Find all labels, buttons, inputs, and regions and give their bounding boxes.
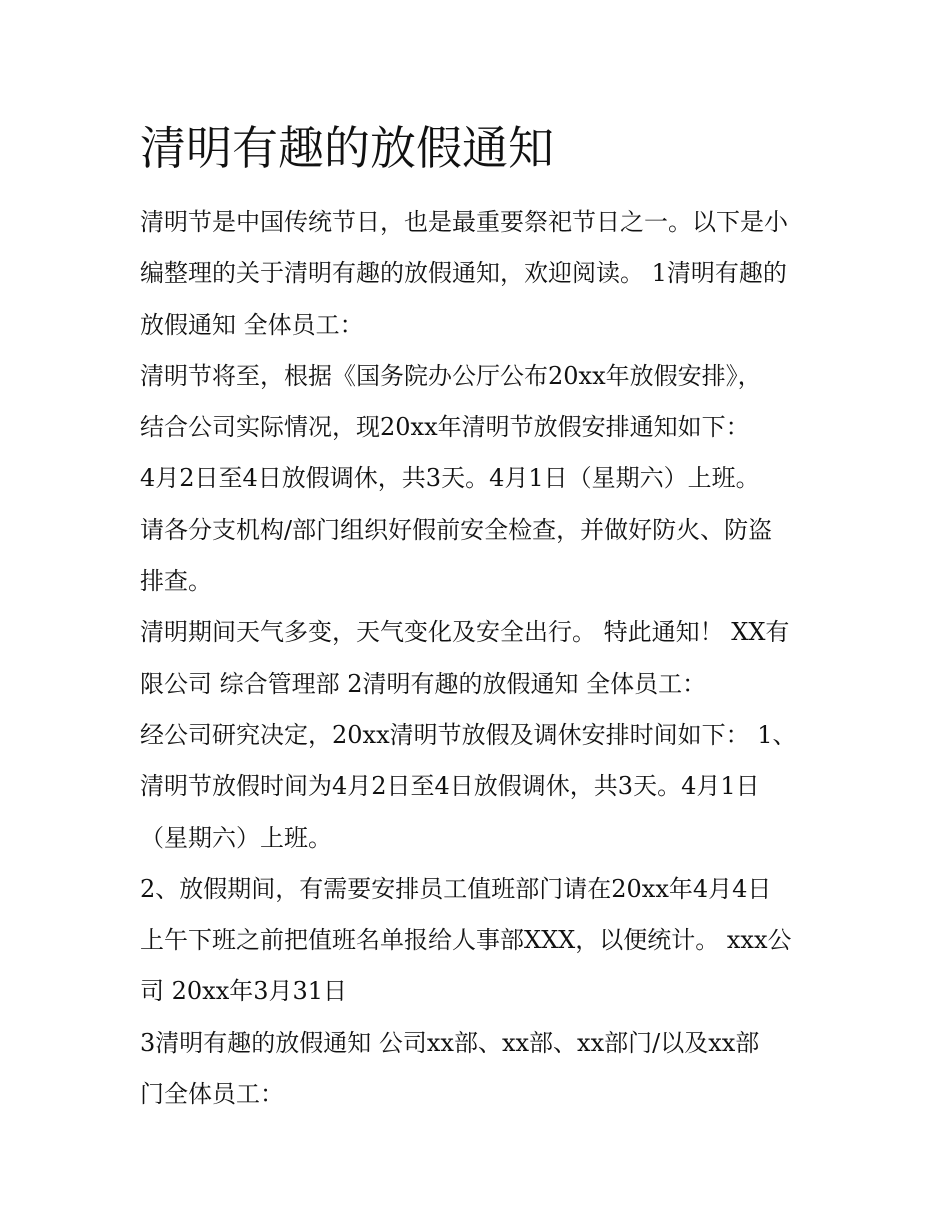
body-line: 司 20xx年3月31日 bbox=[140, 977, 348, 1006]
body-line: 3清明有趣的放假通知 公司xx部、xx部、xx部门/以及xx部 bbox=[140, 1028, 760, 1057]
body-line: 清明期间天气多变，天气变化及安全出行。 特此通知！ XX有 bbox=[140, 618, 790, 647]
body-line: 编整理的关于清明有趣的放假通知，欢迎阅读。 1清明有趣的 bbox=[140, 259, 787, 288]
body-line: 请各分支机构/部门组织好假前安全检查，并做好防火、防盗 bbox=[140, 515, 773, 544]
body-line: 上午下班之前把值班名单报给人事部XXX，以便统计。 xxx公 bbox=[140, 926, 792, 955]
body-line: 4月2日至4日放假调休，共3天。4月1日（星期六）上班。 bbox=[140, 464, 760, 493]
body-line: （星期六）上班。 bbox=[140, 823, 332, 852]
document-body bbox=[140, 197, 820, 1120]
body-line: 排查。 bbox=[140, 567, 212, 596]
body-line: 经公司研究决定，20xx清明节放假及调休安排时间如下： 1、 bbox=[140, 720, 797, 749]
body-line: 门全体员工： bbox=[140, 1080, 284, 1109]
body-line: 清明节是中国传统节日，也是最重要祭祀节日之一。以下是小 bbox=[140, 208, 788, 236]
document-title: 清明有趣的放假通知 bbox=[140, 121, 554, 175]
body-line: 清明节放假时间为4月2日至4日放假调休，共3天。4月1日 bbox=[140, 772, 760, 801]
body-line: 结合公司实际情况，现20xx年清明节放假安排通知如下： bbox=[140, 413, 750, 442]
body-line: 清明节将至，根据《国务院办公厅公布20xx年放假安排》， bbox=[140, 361, 762, 390]
body-line: 2、放假期间，有需要安排员工值班部门请在20xx年4月4日 bbox=[140, 874, 772, 903]
body-line: 限公司 综合管理部 2清明有趣的放假通知 全体员工： bbox=[140, 669, 707, 698]
body-line: 放假通知 全体员工： bbox=[140, 310, 364, 339]
